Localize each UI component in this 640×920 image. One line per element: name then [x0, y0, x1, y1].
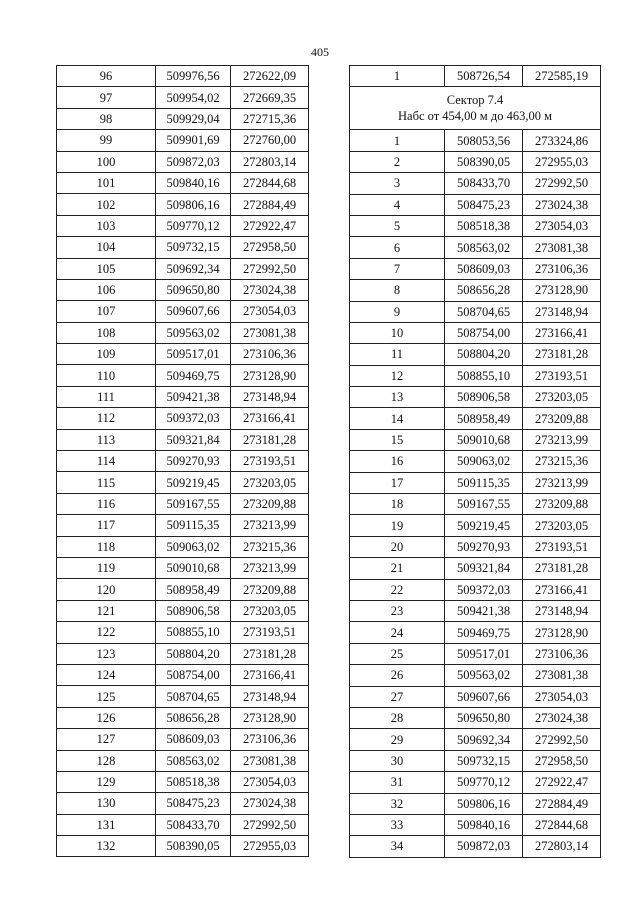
y-coordinate-cell: 273209,88: [523, 494, 601, 515]
table-row: [350, 750, 601, 771]
x-coordinate-cell: 509469,75: [156, 365, 231, 386]
table-row: [350, 429, 601, 450]
x-coordinate-cell: 509270,93: [156, 451, 231, 472]
table-row: [350, 579, 601, 600]
y-coordinate-cell: 272958,50: [523, 750, 601, 771]
x-coordinate-cell: 509732,15: [156, 237, 231, 258]
point-number-cell: 120: [57, 579, 156, 600]
point-number-cell: 104: [57, 237, 156, 258]
x-coordinate-cell: 508906,58: [445, 387, 523, 408]
point-number-cell: 34: [350, 836, 445, 857]
y-coordinate-cell: 273128,90: [523, 280, 601, 301]
point-number-cell: 103: [57, 215, 156, 236]
x-coordinate-cell: 509469,75: [445, 622, 523, 643]
point-number-cell: 109: [57, 344, 156, 365]
point-number-cell: 119: [57, 557, 156, 578]
table-row: [350, 836, 601, 857]
point-number-cell: 116: [57, 493, 156, 514]
y-coordinate-cell: 272622,09: [231, 66, 309, 87]
y-coordinate-cell: 273213,99: [523, 472, 601, 493]
point-number-cell: 8: [350, 280, 445, 301]
y-coordinate-cell: 272884,49: [523, 793, 601, 814]
x-coordinate-cell: 508518,38: [445, 215, 523, 236]
x-coordinate-cell: 508804,20: [156, 643, 231, 664]
x-coordinate-cell: 509770,12: [445, 772, 523, 793]
y-coordinate-cell: 272955,03: [523, 151, 601, 172]
point-number-cell: 122: [57, 622, 156, 643]
y-coordinate-cell: 272844,68: [523, 814, 601, 835]
y-coordinate-cell: 272669,35: [231, 87, 309, 108]
table-row: [57, 87, 309, 108]
table-row: [350, 707, 601, 728]
x-coordinate-cell: 509563,02: [445, 665, 523, 686]
table-row: [57, 472, 309, 493]
y-coordinate-cell: 272803,14: [231, 151, 309, 172]
table-row: [57, 622, 309, 643]
x-coordinate-cell: 509063,02: [445, 451, 523, 472]
x-coordinate-cell: 509115,35: [445, 472, 523, 493]
point-number-cell: 24: [350, 622, 445, 643]
table-row: [57, 130, 309, 151]
point-number-cell: 101: [57, 172, 156, 193]
x-coordinate-cell: 509219,45: [156, 472, 231, 493]
table-row: [350, 558, 601, 579]
y-coordinate-cell: 273081,38: [231, 750, 309, 771]
point-number-cell: 106: [57, 279, 156, 300]
x-coordinate-cell: 509219,45: [445, 515, 523, 536]
y-coordinate-cell: 273128,90: [231, 365, 309, 386]
x-coordinate-cell: 509929,04: [156, 108, 231, 129]
y-coordinate-cell: 273209,88: [231, 493, 309, 514]
y-coordinate-cell: 273148,94: [231, 686, 309, 707]
y-coordinate-cell: 273166,41: [523, 322, 601, 343]
coordinates-table-left-body: [57, 66, 309, 857]
table-row: [350, 173, 601, 194]
point-number-cell: 19: [350, 515, 445, 536]
x-coordinate-cell: 509650,80: [445, 707, 523, 728]
x-coordinate-cell: 508518,38: [156, 771, 231, 792]
x-coordinate-cell: 509517,01: [156, 344, 231, 365]
page-number: 405: [311, 45, 329, 59]
y-coordinate-cell: 273215,36: [231, 536, 309, 557]
x-coordinate-cell: 509976,56: [156, 66, 231, 87]
point-number-cell: 110: [57, 365, 156, 386]
x-coordinate-cell: 508656,28: [445, 280, 523, 301]
table-row: [350, 451, 601, 472]
y-coordinate-cell: 273166,41: [231, 408, 309, 429]
x-coordinate-cell: 509954,02: [156, 87, 231, 108]
point-number-cell: 20: [350, 536, 445, 557]
y-coordinate-cell: 273024,38: [523, 194, 601, 215]
point-number-cell: 15: [350, 429, 445, 450]
y-coordinate-cell: 273106,36: [523, 643, 601, 664]
point-number-cell: 29: [350, 729, 445, 750]
x-coordinate-cell: 509806,16: [445, 793, 523, 814]
y-coordinate-cell: 273181,28: [523, 558, 601, 579]
coordinates-table-right-body: [350, 66, 601, 858]
table-row: [57, 515, 309, 536]
table-row: [350, 151, 601, 172]
y-coordinate-cell: 273166,41: [523, 579, 601, 600]
table-row: [350, 258, 601, 279]
point-number-cell: 9: [350, 301, 445, 322]
table-row: [57, 771, 309, 792]
y-coordinate-cell: 273081,38: [231, 322, 309, 343]
table-row: [57, 172, 309, 193]
point-number-cell: 99: [57, 130, 156, 151]
x-coordinate-cell: 509421,38: [445, 600, 523, 621]
y-coordinate-cell: 273213,99: [523, 429, 601, 450]
point-number-cell: 121: [57, 600, 156, 621]
point-number-cell: 102: [57, 194, 156, 215]
x-coordinate-cell: 509421,38: [156, 386, 231, 407]
y-coordinate-cell: 273209,88: [231, 579, 309, 600]
table-row: [57, 322, 309, 343]
y-coordinate-cell: 273128,90: [523, 622, 601, 643]
x-coordinate-cell: 509372,03: [156, 408, 231, 429]
sector-subtitle: Набс от 454,00 м до 463,00 м: [398, 109, 552, 124]
point-number-cell: 124: [57, 664, 156, 685]
point-number-cell: 118: [57, 536, 156, 557]
table-row: [57, 750, 309, 771]
point-number-cell: 105: [57, 258, 156, 279]
table-row: [57, 258, 309, 279]
y-coordinate-cell: 272803,14: [523, 836, 601, 857]
x-coordinate-cell: 508433,70: [445, 173, 523, 194]
point-number-cell: 112: [57, 408, 156, 429]
table-row: [57, 814, 309, 835]
x-coordinate-cell: 509517,01: [445, 643, 523, 664]
point-number-cell: 28: [350, 707, 445, 728]
point-number-cell: 107: [57, 301, 156, 322]
table-row: [350, 344, 601, 365]
table-row: [350, 215, 601, 236]
table-row: [57, 793, 309, 814]
y-coordinate-cell: 273148,94: [231, 386, 309, 407]
x-coordinate-cell: 508433,70: [156, 814, 231, 835]
y-coordinate-cell: 273215,36: [523, 451, 601, 472]
point-number-cell: 10: [350, 322, 445, 343]
x-coordinate-cell: 509063,02: [156, 536, 231, 557]
table-row: [350, 772, 601, 793]
point-number-cell: 132: [57, 836, 156, 857]
table-row: [350, 686, 601, 707]
x-coordinate-cell: 508906,58: [156, 600, 231, 621]
table-row: [350, 814, 601, 835]
point-number-cell: 13: [350, 387, 445, 408]
y-coordinate-cell: 273181,28: [231, 429, 309, 450]
y-coordinate-cell: 273081,38: [523, 237, 601, 258]
x-coordinate-cell: 509692,34: [156, 258, 231, 279]
y-coordinate-cell: 273054,03: [231, 771, 309, 792]
y-coordinate-cell: 272958,50: [231, 237, 309, 258]
x-coordinate-cell: 508804,20: [445, 344, 523, 365]
point-number-cell: 129: [57, 771, 156, 792]
sector-header-cell: [350, 87, 601, 130]
point-number-cell: 21: [350, 558, 445, 579]
table-row: [57, 729, 309, 750]
x-coordinate-cell: 508563,02: [156, 750, 231, 771]
point-number-cell: 5: [350, 215, 445, 236]
x-coordinate-cell: 508726,54: [445, 66, 523, 87]
y-coordinate-cell: 272760,00: [231, 130, 309, 151]
table-row: [350, 793, 601, 814]
point-number-cell: 18: [350, 494, 445, 515]
x-coordinate-cell: 508958,49: [445, 408, 523, 429]
table-row: [57, 151, 309, 172]
x-coordinate-cell: 509372,03: [445, 579, 523, 600]
y-coordinate-cell: 273024,38: [231, 279, 309, 300]
x-coordinate-cell: 509167,55: [445, 494, 523, 515]
point-number-cell: 115: [57, 472, 156, 493]
y-coordinate-cell: 273148,94: [523, 600, 601, 621]
y-coordinate-cell: 273209,88: [523, 408, 601, 429]
table-row: [350, 472, 601, 493]
x-coordinate-cell: 509770,12: [156, 215, 231, 236]
table-row: [57, 600, 309, 621]
x-coordinate-cell: 509806,16: [156, 194, 231, 215]
table-row: [350, 515, 601, 536]
point-number-cell: 31: [350, 772, 445, 793]
x-coordinate-cell: 509840,16: [445, 814, 523, 835]
table-row: [57, 386, 309, 407]
table-row: [350, 280, 601, 301]
x-coordinate-cell: 509321,84: [156, 429, 231, 450]
point-number-cell: 12: [350, 365, 445, 386]
table-row: [57, 557, 309, 578]
table-row: [350, 643, 601, 664]
table-row: [57, 344, 309, 365]
point-number-cell: 27: [350, 686, 445, 707]
x-coordinate-cell: 508754,00: [156, 664, 231, 685]
x-coordinate-cell: 508390,05: [445, 151, 523, 172]
point-number-cell: 33: [350, 814, 445, 835]
x-coordinate-cell: 509901,69: [156, 130, 231, 151]
table-row: [57, 579, 309, 600]
y-coordinate-cell: 273181,28: [523, 344, 601, 365]
y-coordinate-cell: 273024,38: [231, 793, 309, 814]
table-row: [350, 322, 601, 343]
y-coordinate-cell: 273106,36: [231, 729, 309, 750]
table-row: [350, 130, 601, 151]
y-coordinate-cell: 272884,49: [231, 194, 309, 215]
table-row: [57, 301, 309, 322]
x-coordinate-cell: 508563,02: [445, 237, 523, 258]
point-number-cell: 117: [57, 515, 156, 536]
point-number-cell: 97: [57, 87, 156, 108]
point-number-cell: 16: [350, 451, 445, 472]
point-number-cell: 11: [350, 344, 445, 365]
point-number-cell: 96: [57, 66, 156, 87]
coordinates-table-left: [56, 65, 309, 857]
x-coordinate-cell: 508390,05: [156, 836, 231, 857]
x-coordinate-cell: 509167,55: [156, 493, 231, 514]
point-number-cell: 6: [350, 237, 445, 258]
y-coordinate-cell: 273166,41: [231, 664, 309, 685]
table-row: [57, 279, 309, 300]
table-row: [350, 622, 601, 643]
table-row: [350, 194, 601, 215]
table-row: [57, 66, 309, 87]
x-coordinate-cell: 509115,35: [156, 515, 231, 536]
point-number-cell: 32: [350, 793, 445, 814]
point-number-cell: 3: [350, 173, 445, 194]
y-coordinate-cell: 272992,50: [523, 173, 601, 194]
x-coordinate-cell: 508958,49: [156, 579, 231, 600]
x-coordinate-cell: 509650,80: [156, 279, 231, 300]
y-coordinate-cell: 272844,68: [231, 172, 309, 193]
sector-title: Сектор 7.4: [446, 93, 504, 108]
x-coordinate-cell: 509872,03: [156, 151, 231, 172]
point-number-cell: 98: [57, 108, 156, 129]
x-coordinate-cell: 509563,02: [156, 322, 231, 343]
table-row: [57, 643, 309, 664]
point-number-cell: 14: [350, 408, 445, 429]
table-row: [350, 600, 601, 621]
y-coordinate-cell: 273203,05: [523, 515, 601, 536]
point-number-cell: 114: [57, 451, 156, 472]
table-row: [57, 536, 309, 557]
table-row: [350, 301, 601, 322]
y-coordinate-cell: 272585,19: [523, 66, 601, 87]
x-coordinate-cell: 509732,15: [445, 750, 523, 771]
x-coordinate-cell: 508704,65: [445, 301, 523, 322]
table-row: [57, 194, 309, 215]
y-coordinate-cell: 273324,86: [523, 130, 601, 151]
y-coordinate-cell: 273024,38: [523, 707, 601, 728]
x-coordinate-cell: 509270,93: [445, 536, 523, 557]
y-coordinate-cell: 273106,36: [523, 258, 601, 279]
y-coordinate-cell: 272922,47: [231, 215, 309, 236]
table-row: [57, 237, 309, 258]
y-coordinate-cell: 273106,36: [231, 344, 309, 365]
point-number-cell: 2: [350, 151, 445, 172]
table-row: [57, 108, 309, 129]
point-number-cell: 22: [350, 579, 445, 600]
point-number-cell: 30: [350, 750, 445, 771]
point-number-cell: 17: [350, 472, 445, 493]
x-coordinate-cell: 508475,23: [156, 793, 231, 814]
y-coordinate-cell: 272992,50: [231, 814, 309, 835]
point-number-cell: 1: [350, 130, 445, 151]
y-coordinate-cell: 273193,51: [523, 365, 601, 386]
table-row: [350, 237, 601, 258]
y-coordinate-cell: 273128,90: [231, 707, 309, 728]
y-coordinate-cell: 273054,03: [523, 215, 601, 236]
y-coordinate-cell: 272992,50: [523, 729, 601, 750]
point-number-cell: 7: [350, 258, 445, 279]
x-coordinate-cell: 508855,10: [156, 622, 231, 643]
table-row: [57, 215, 309, 236]
table-row: [57, 664, 309, 685]
y-coordinate-cell: 273203,05: [231, 600, 309, 621]
y-coordinate-cell: 272955,03: [231, 836, 309, 857]
y-coordinate-cell: 273213,99: [231, 515, 309, 536]
table-row: [57, 408, 309, 429]
y-coordinate-cell: 273054,03: [523, 686, 601, 707]
table-row: [350, 665, 601, 686]
point-number-cell: 128: [57, 750, 156, 771]
x-coordinate-cell: 509010,68: [156, 557, 231, 578]
point-number-cell: 100: [57, 151, 156, 172]
x-coordinate-cell: 509692,34: [445, 729, 523, 750]
x-coordinate-cell: 509010,68: [445, 429, 523, 450]
y-coordinate-cell: 273054,03: [231, 301, 309, 322]
table-row: [350, 494, 601, 515]
x-coordinate-cell: 508656,28: [156, 707, 231, 728]
point-number-cell: 26: [350, 665, 445, 686]
point-number-cell: 126: [57, 707, 156, 728]
point-number-cell: 1: [350, 66, 445, 87]
point-number-cell: 125: [57, 686, 156, 707]
y-coordinate-cell: 273193,51: [231, 451, 309, 472]
point-number-cell: 130: [57, 793, 156, 814]
x-coordinate-cell: 508053,56: [445, 130, 523, 151]
y-coordinate-cell: 273181,28: [231, 643, 309, 664]
table-row: [57, 707, 309, 728]
point-number-cell: 131: [57, 814, 156, 835]
x-coordinate-cell: 509607,66: [156, 301, 231, 322]
x-coordinate-cell: 508754,00: [445, 322, 523, 343]
table-row: [57, 493, 309, 514]
table-row: [350, 536, 601, 557]
table-row: [350, 365, 601, 386]
y-coordinate-cell: 272715,36: [231, 108, 309, 129]
table-row: [350, 66, 601, 87]
table-row: [350, 729, 601, 750]
x-coordinate-cell: 508609,03: [445, 258, 523, 279]
table-row: [57, 451, 309, 472]
y-coordinate-cell: 273203,05: [231, 472, 309, 493]
y-coordinate-cell: 273193,51: [523, 536, 601, 557]
point-number-cell: 123: [57, 643, 156, 664]
x-coordinate-cell: 509872,03: [445, 836, 523, 857]
y-coordinate-cell: 273193,51: [231, 622, 309, 643]
x-coordinate-cell: 508704,65: [156, 686, 231, 707]
x-coordinate-cell: 508609,03: [156, 729, 231, 750]
point-number-cell: 127: [57, 729, 156, 750]
point-number-cell: 25: [350, 643, 445, 664]
x-coordinate-cell: 509607,66: [445, 686, 523, 707]
y-coordinate-cell: 272922,47: [523, 772, 601, 793]
x-coordinate-cell: 508475,23: [445, 194, 523, 215]
sector-header-row: [350, 87, 601, 130]
table-row: [350, 387, 601, 408]
y-coordinate-cell: 272992,50: [231, 258, 309, 279]
y-coordinate-cell: 273213,99: [231, 557, 309, 578]
y-coordinate-cell: 273148,94: [523, 301, 601, 322]
x-coordinate-cell: 508855,10: [445, 365, 523, 386]
point-number-cell: 108: [57, 322, 156, 343]
x-coordinate-cell: 509840,16: [156, 172, 231, 193]
point-number-cell: 4: [350, 194, 445, 215]
table-row: [57, 365, 309, 386]
y-coordinate-cell: 273203,05: [523, 387, 601, 408]
table-row: [57, 686, 309, 707]
x-coordinate-cell: 509321,84: [445, 558, 523, 579]
table-row: [57, 836, 309, 857]
table-row: [350, 408, 601, 429]
coordinates-table-right: [349, 65, 601, 858]
point-number-cell: 111: [57, 386, 156, 407]
y-coordinate-cell: 273081,38: [523, 665, 601, 686]
point-number-cell: 23: [350, 600, 445, 621]
point-number-cell: 113: [57, 429, 156, 450]
table-row: [57, 429, 309, 450]
